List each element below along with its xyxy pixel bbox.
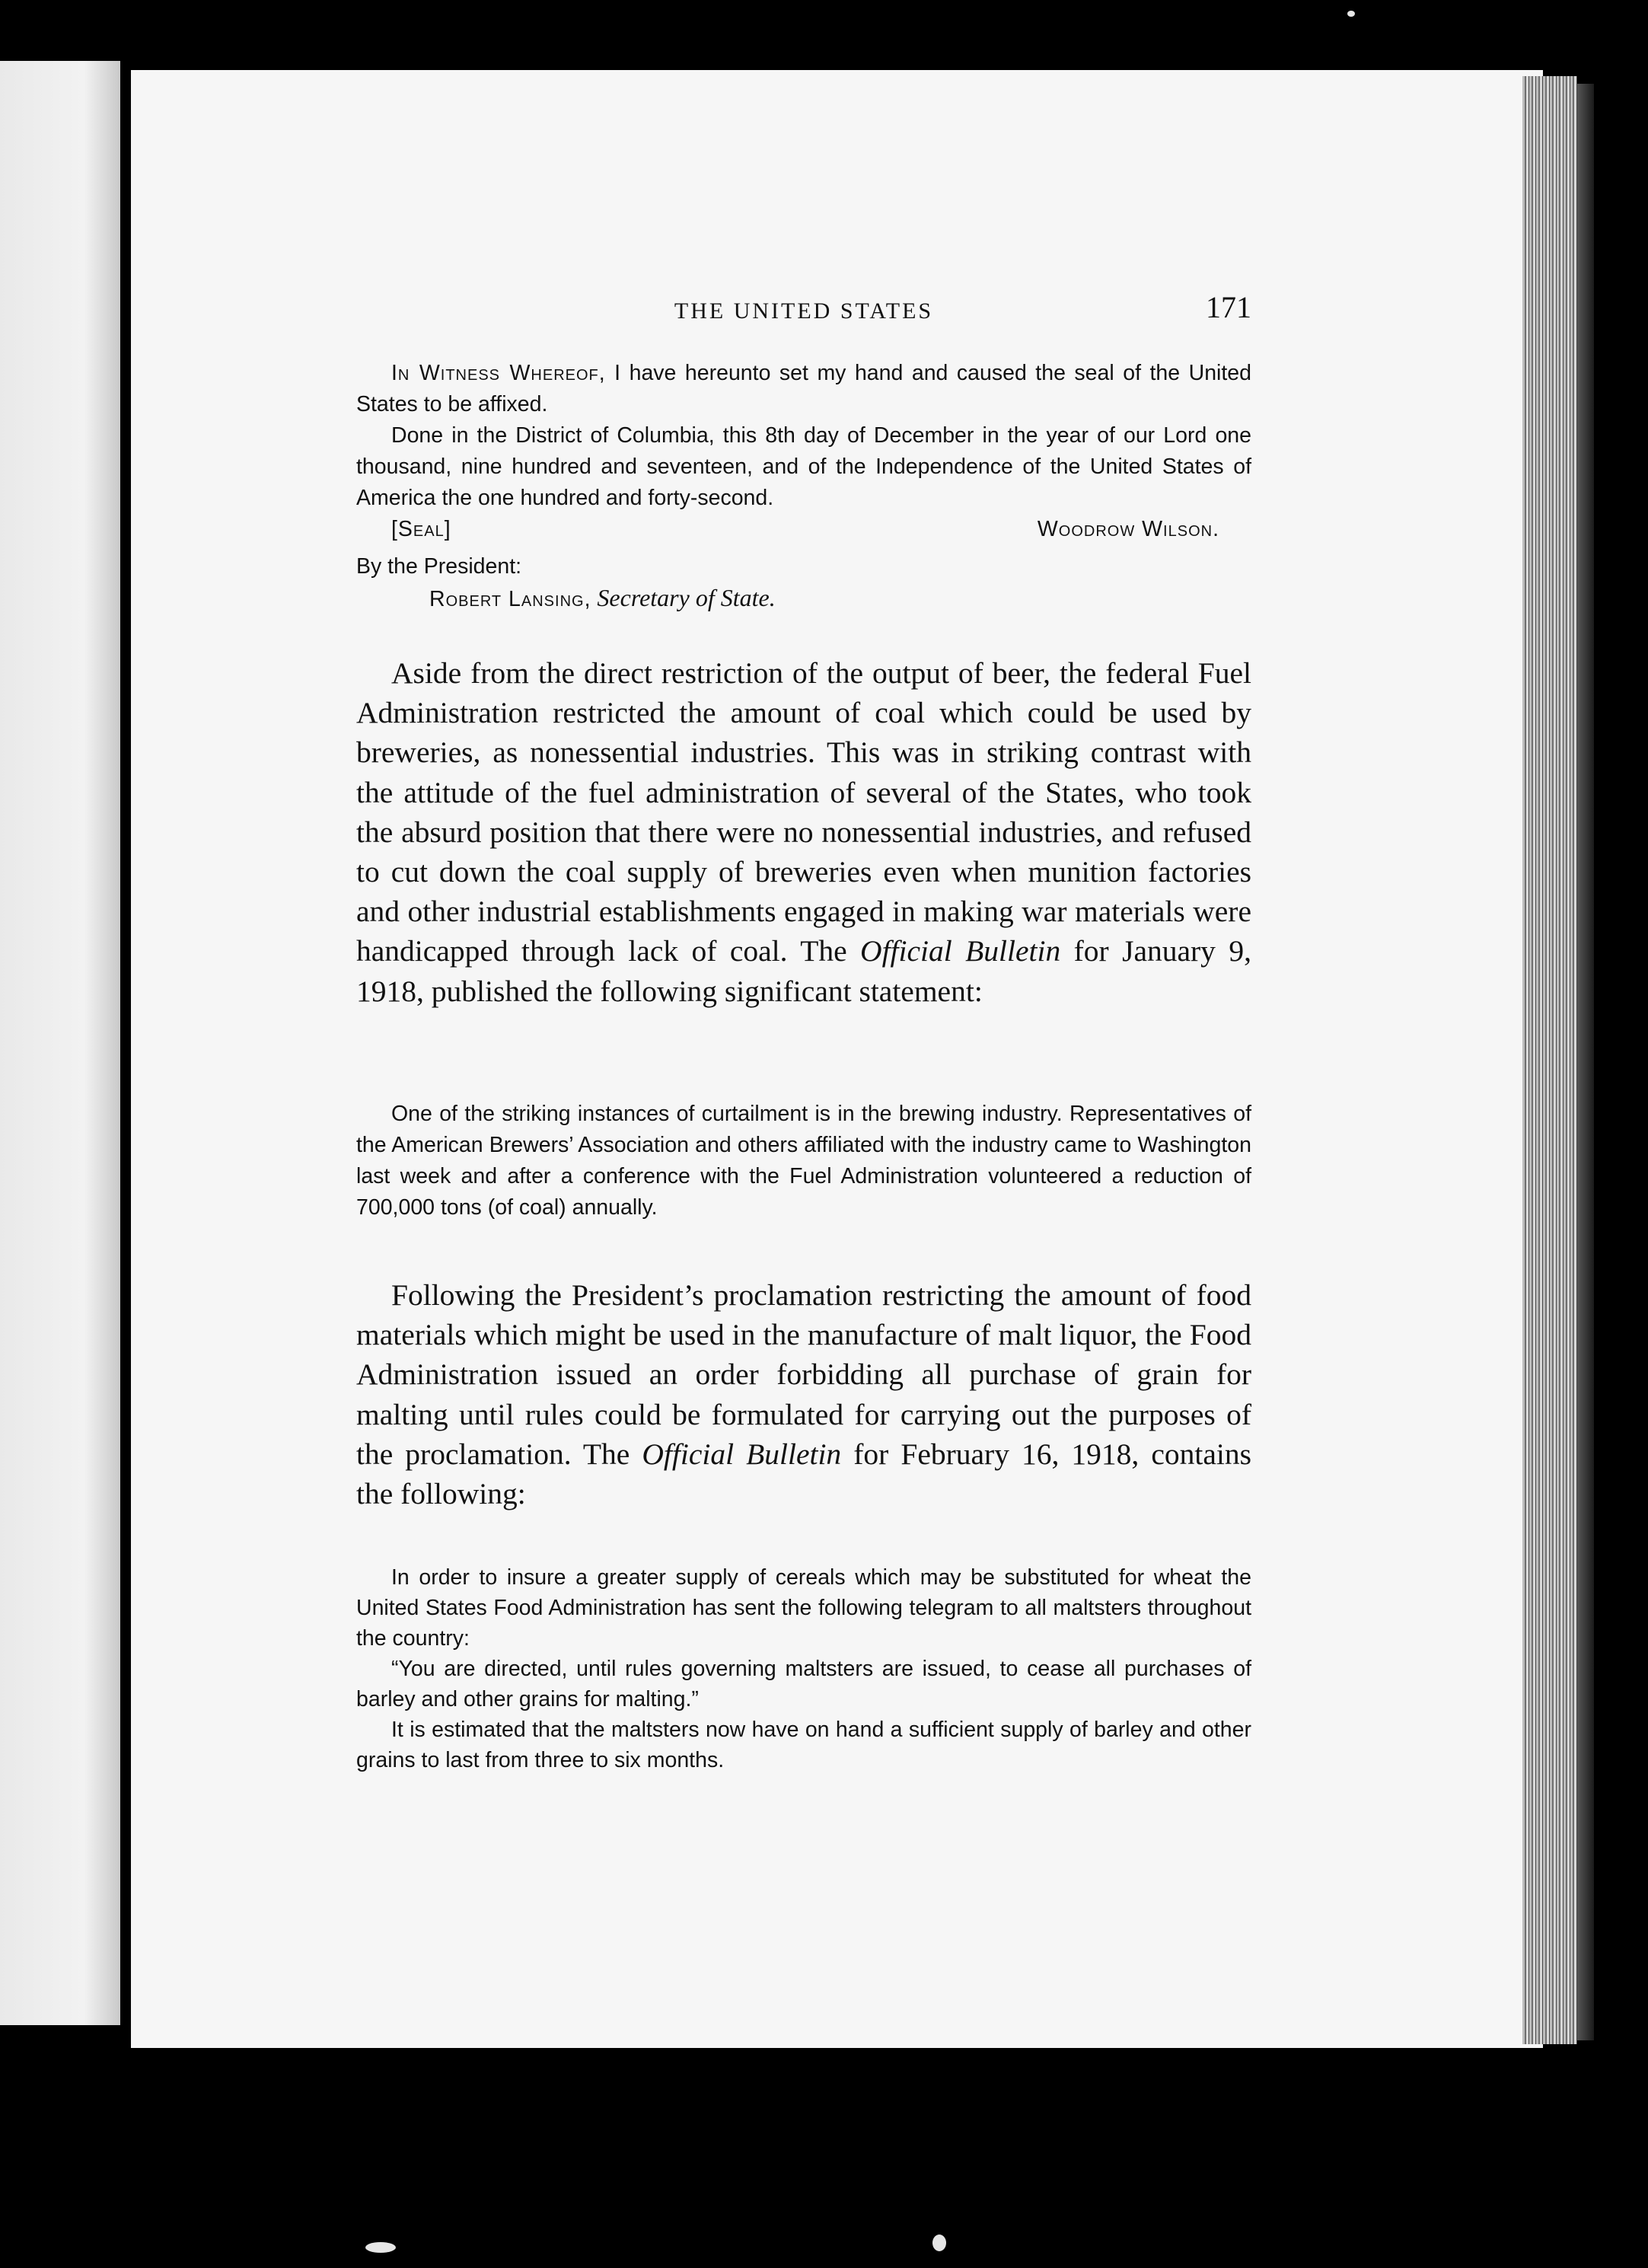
running-head [356, 289, 1251, 335]
paragraph-1-after: for January 9, 1918, published the following significant statement: [356, 934, 1251, 1008]
block-quote-2 [356, 1562, 1251, 1775]
body-paragraph-2 [356, 1275, 1251, 1514]
dust-speck [1347, 11, 1355, 17]
paragraph-2-italic: Official Bulletin [642, 1437, 842, 1471]
facing-page-edge [0, 61, 120, 2025]
paragraph-2-before: Following the President’s proclamation restricting the amount of food materials which might be used in the manufacture of malt liquor, the Food Administration issued an order forbidding all purchase of grain for malting until rules could be formulated for carrying out the purposes of the proclamation. The [356, 1278, 1251, 1471]
page-number: 171 [1206, 290, 1251, 324]
witness-smallcaps: In Witness Whereof, [391, 361, 606, 385]
signer-name: Woodrow Wilson. [1037, 517, 1219, 541]
quote-2-p2: “You are directed, until rules governing maltsters are issued, to cease all purchases of barley and other grains for malting.” [356, 1657, 1251, 1711]
seal-mark: [Seal] [391, 517, 451, 541]
running-title: THE UNITED STATES [674, 298, 934, 324]
attest-title: Secretary of State. [597, 584, 776, 611]
by-the-president: By the President: [356, 554, 522, 579]
done-paragraph: Done in the District of Columbia, this 8th day of December in the year of our Lord one thousand, nine hundred and seventeen, and of the Independence of the United States of America the one hundred and forty-second. [356, 423, 1251, 510]
quote-2-p3: It is estimated that the maltsters now have on hand a sufficient supply of barley and other grains to last from three to six months. [356, 1718, 1251, 1772]
dust-speck [365, 2242, 396, 2253]
paragraph-2-text [356, 1275, 1251, 1514]
paragraph-1-text [356, 653, 1251, 1011]
attestation [356, 582, 1251, 615]
page-stack-edge [1522, 76, 1577, 2044]
witness-paragraph [356, 358, 1251, 420]
binding-shadow [1577, 84, 1594, 2040]
dust-speck [932, 2235, 946, 2251]
paragraph-1-before: Aside from the direct restriction of the output of beer, the federal Fuel Administration restricted the amount of coal which could be used by breweries, as nonessential industries. This was in striking contrast with the attitude of the fuel administration of several of the States, who took the absurd position that there were no nonessential industries, and refused to cut down the coal supply of breweries even when munition factories and other industrial establishments engaged in making war materials were handicapped through lack of coal. The [356, 656, 1251, 968]
witness-text: I have hereunto set my hand and caused the seal of the United States to be affixed. [356, 361, 1251, 416]
quote-1-text: One of the striking instances of curtailment is in the brewing industry. Representatives of the American Brewers’ Association and others affiliated with the industry came to Washington last week and after a conference with the Fuel Administration volunteered a reduction of 700,000 tons (of coal) annually. [356, 1102, 1251, 1220]
paragraph-2-after: for February 16, 1918, contains the following: [356, 1437, 1251, 1511]
paragraph-1-italic: Official Bulletin [860, 934, 1061, 968]
attest-name: Robert Lansing, [429, 587, 591, 611]
body-paragraph-1 [356, 653, 1251, 1011]
signature-line [356, 514, 1251, 545]
proclamation-block [356, 358, 1251, 615]
quote-2-p1: In order to insure a greater supply of cereals which may be substituted for wheat the United States Food Administration has sent the following telegram to all maltsters throughout the country: [356, 1565, 1251, 1651]
block-quote-1 [356, 1099, 1251, 1223]
